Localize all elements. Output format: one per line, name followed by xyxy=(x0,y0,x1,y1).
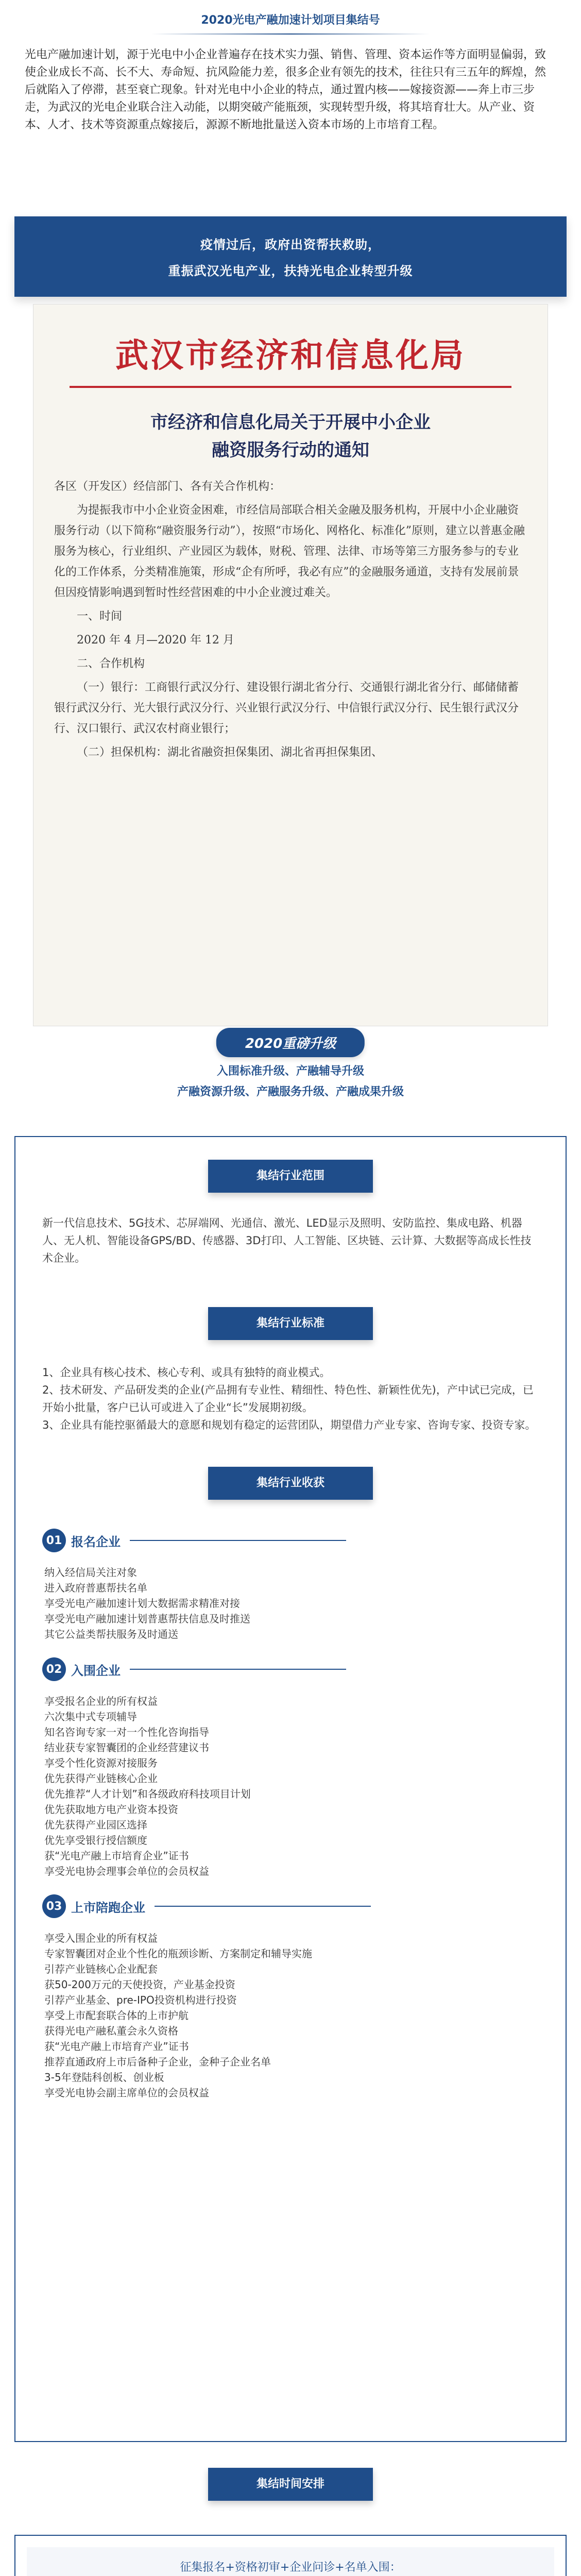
group-number-badge: 01 xyxy=(42,1529,66,1552)
notice-document-image xyxy=(33,304,548,1026)
list-item: 引荐产业链核心企业配套 xyxy=(44,1963,158,1975)
standard-item: 1、企业具有核心技术、核心专利、或具有独特的商业模式。 xyxy=(42,1366,331,1379)
list-item: 纳入经信局关注对象 xyxy=(44,1566,137,1579)
harvest-tab: 集结行业收获 xyxy=(208,1467,373,1500)
group-number-badge: 03 xyxy=(42,1894,66,1918)
program-details-frame xyxy=(14,1136,567,2442)
notice-section-2: 二、合作机构 xyxy=(77,657,145,670)
group-title: 入围企业 xyxy=(71,1663,121,1678)
group-underline xyxy=(130,1540,346,1541)
list-item: 专家智囊团对企业个性化的瓶颈诊断、方案制定和辅导实施 xyxy=(44,1947,312,1960)
group-underline xyxy=(155,1906,371,1907)
upgrade-line-1: 入围标准升级、产融辅导升级 xyxy=(216,1065,364,1078)
notice-red-rule xyxy=(70,386,511,388)
group-number-badge: 02 xyxy=(42,1657,66,1681)
list-item: 获“光电产融上市培育企业”证书 xyxy=(44,1850,189,1862)
standard-tab: 集结行业标准 xyxy=(208,1307,373,1340)
list-item: 享受个性化资源对接服务 xyxy=(44,1757,158,1769)
intro-paragraph: 光电产融加速计划，源于光电中小企业普遍存在技术实力强、销售、管理、资本运作等方面明显偏弱，致使企业成长不高、长不大、寿命短、抗风险能力差，很多企业有领先的技术，往往只有三五年的辉煌，然后就陷入了停滞，甚至衰亡现象。针对光电中小企业的特点，通过置内核——嫁接资源——奔上市三步走，为武汉的光电企业联合注入动能，以期突破产能瓶颈，实现转型升级，将其培育壮大。从产业、资本、人才、技术等资源重点嫁接后，源源不断地批量送入资本市场的上市培育工程。 xyxy=(25,48,546,131)
list-item: 优先获取地方电产业资本投资 xyxy=(44,1803,178,1816)
group-title: 报名企业 xyxy=(71,1534,121,1549)
banner-line-1: 疫情过后，政府出资帮扶救助， xyxy=(200,238,381,252)
list-item: 结业获专家智囊团的企业经营建议书 xyxy=(44,1741,209,1754)
headline-banner xyxy=(14,216,567,297)
scope-tab: 集结行业范围 xyxy=(208,1160,373,1193)
list-item: 优先推荐“人才计划”和各级政府科技项目计划 xyxy=(44,1788,251,1800)
harvest-group-3-list xyxy=(44,1930,539,2100)
group-title: 上市陪跑企业 xyxy=(71,1900,145,1915)
list-item: 享受报名企业的所有权益 xyxy=(44,1695,158,1707)
notice-greeting: 各区（开发区）经信部门、各有关合作机构： xyxy=(54,480,281,493)
upgrade-lines xyxy=(0,1061,581,1103)
harvest-group-1-list xyxy=(44,1565,539,1642)
list-item: 优先获得产业园区选择 xyxy=(44,1819,147,1831)
notice-guarantee: （二）担保机构：湖北省融资担保集团、湖北省再担保集团、 xyxy=(77,746,383,759)
harvest-group-1-header xyxy=(42,1529,346,1552)
list-item: 获得光电产融私董会永久资格 xyxy=(44,2025,178,2037)
harvest-group-2-list xyxy=(44,1693,539,1879)
list-item: 知名咨询专家一对一个性化咨询指导 xyxy=(44,1726,209,1738)
list-item: 获50-200万元的天使投资，产业基金投资 xyxy=(44,1978,235,1991)
list-item: 享受入围企业的所有权益 xyxy=(44,1932,158,1944)
notice-title xyxy=(33,409,548,464)
standard-item: 2、技术研发、产品研发类的企业(产品拥有专业性、精细性、特色性、新颖性优先)，产中试已完成，已开始小批量，客户已认可或进入了企业“长”发展期初级。 xyxy=(42,1384,534,1414)
list-item: 推荐直通政府上市后备种子企业，金种子企业名单 xyxy=(44,2056,271,2068)
notice-section-1: 一、时间 xyxy=(77,610,123,623)
page-title xyxy=(0,11,581,35)
harvest-group-2-header xyxy=(42,1657,346,1681)
schedule-step-1-label: 征集报名+资格初审+企业问诊+名单入围： xyxy=(180,2561,401,2574)
list-item: 六次集中式专项辅导 xyxy=(44,1710,137,1723)
notice-banks: （一）银行：工商银行武汉分行、建设银行湖北省分行、交通银行湖北省分行、邮储储蓄银行武汉分行、光大银行武汉分行、兴业银行武汉分行、中信银行武汉分行、民生银行武汉分行、汉口银行、武汉农村商业银行； xyxy=(54,681,519,735)
title-divider xyxy=(151,33,430,35)
schedule-content xyxy=(27,2547,554,2576)
notice-title-line-1: 市经济和信息化局关于开展中小企业 xyxy=(150,412,431,433)
list-item: 享受光电协会副主席单位的会员权益 xyxy=(44,2087,209,2099)
list-item: 其它公益类帮扶服务及时通送 xyxy=(44,1628,178,1640)
upgrade-badge: 2020重磅升级 xyxy=(216,1028,365,1057)
notice-fade xyxy=(33,964,548,1026)
list-item: 优先获得产业链核心企业 xyxy=(44,1772,158,1785)
standard-list xyxy=(42,1364,539,1434)
notice-body xyxy=(33,464,548,763)
schedule-tab: 集结时间安排 xyxy=(208,2468,373,2501)
list-item: 享受上市配套联合体的上市护航 xyxy=(44,2009,189,2022)
notice-org-header: 武汉市经济和信息化局 xyxy=(115,336,466,375)
scope-text: 新一代信息技术、5G技术、芯屏端网、光通信、激光、LED显示及照明、安防监控、集成电路、机器人、无人机、智能设备GPS/BD、传感器、3D打印、人工智能、区块链、云计算、大数据等高成长性技术企业。 xyxy=(42,1217,532,1264)
list-item: 优先享受银行授信额度 xyxy=(44,1834,147,1846)
harvest-group-3-header xyxy=(42,1894,371,1918)
group-underline xyxy=(130,1669,346,1670)
notice-paragraph-1: 为提振我市中小企业资金困难，市经信局部联合相关金融及服务机构，开展中小企业融资服务行动（以下简称“融资服务行动”），按照“市场化、网格化、标准化”原则，建立以普惠金融服务为核心，行业组织、产业园区为载体，财税、管理、法律、市场等第三方服务参与的专业化的工作体系，分类精准施策，形成“企有所呼，我必有应”的金融服务通道，支持有发展前景但因疫情影响遇到暂时性经营困难的中小企业渡过难关。 xyxy=(54,504,525,599)
notice-title-line-2: 融资服务行动的通知 xyxy=(212,440,369,461)
list-item: 获“光电产融上市培育产业”证书 xyxy=(44,2040,189,2053)
standard-item: 3、企业具有能控驱循最大的意愿和规划有稳定的运营团队，期望借力产业专家、咨询专家、投资专家。 xyxy=(42,1419,536,1431)
upgrade-line-2: 产融资源升级、产融服务升级、产融成果升级 xyxy=(177,1086,404,1098)
list-item: 享受光电产融加速计划大数据需求精准对接 xyxy=(44,1597,240,1609)
schedule-box xyxy=(14,2535,567,2576)
list-item: 引荐产业基金、pre-IPO投资机构进行投资 xyxy=(44,1994,237,2006)
list-item: 享受光电协会理事会单位的会员权益 xyxy=(44,1865,209,1877)
banner-line-2: 重振武汉光电产业，扶持光电企业转型升级 xyxy=(168,264,413,278)
list-item: 享受光电产融加速计划普惠帮扶信息及时推送 xyxy=(44,1613,250,1625)
page-title-text: 2020光电产融加速计划项目集结号 xyxy=(201,14,380,27)
list-item: 3-5年登陆科创板、创业板 xyxy=(44,2071,164,2083)
list-item: 进入政府普惠帮扶名单 xyxy=(44,1582,147,1594)
notice-section-1-text: 2020 年 4 月—2020 年 12 月 xyxy=(77,634,234,647)
